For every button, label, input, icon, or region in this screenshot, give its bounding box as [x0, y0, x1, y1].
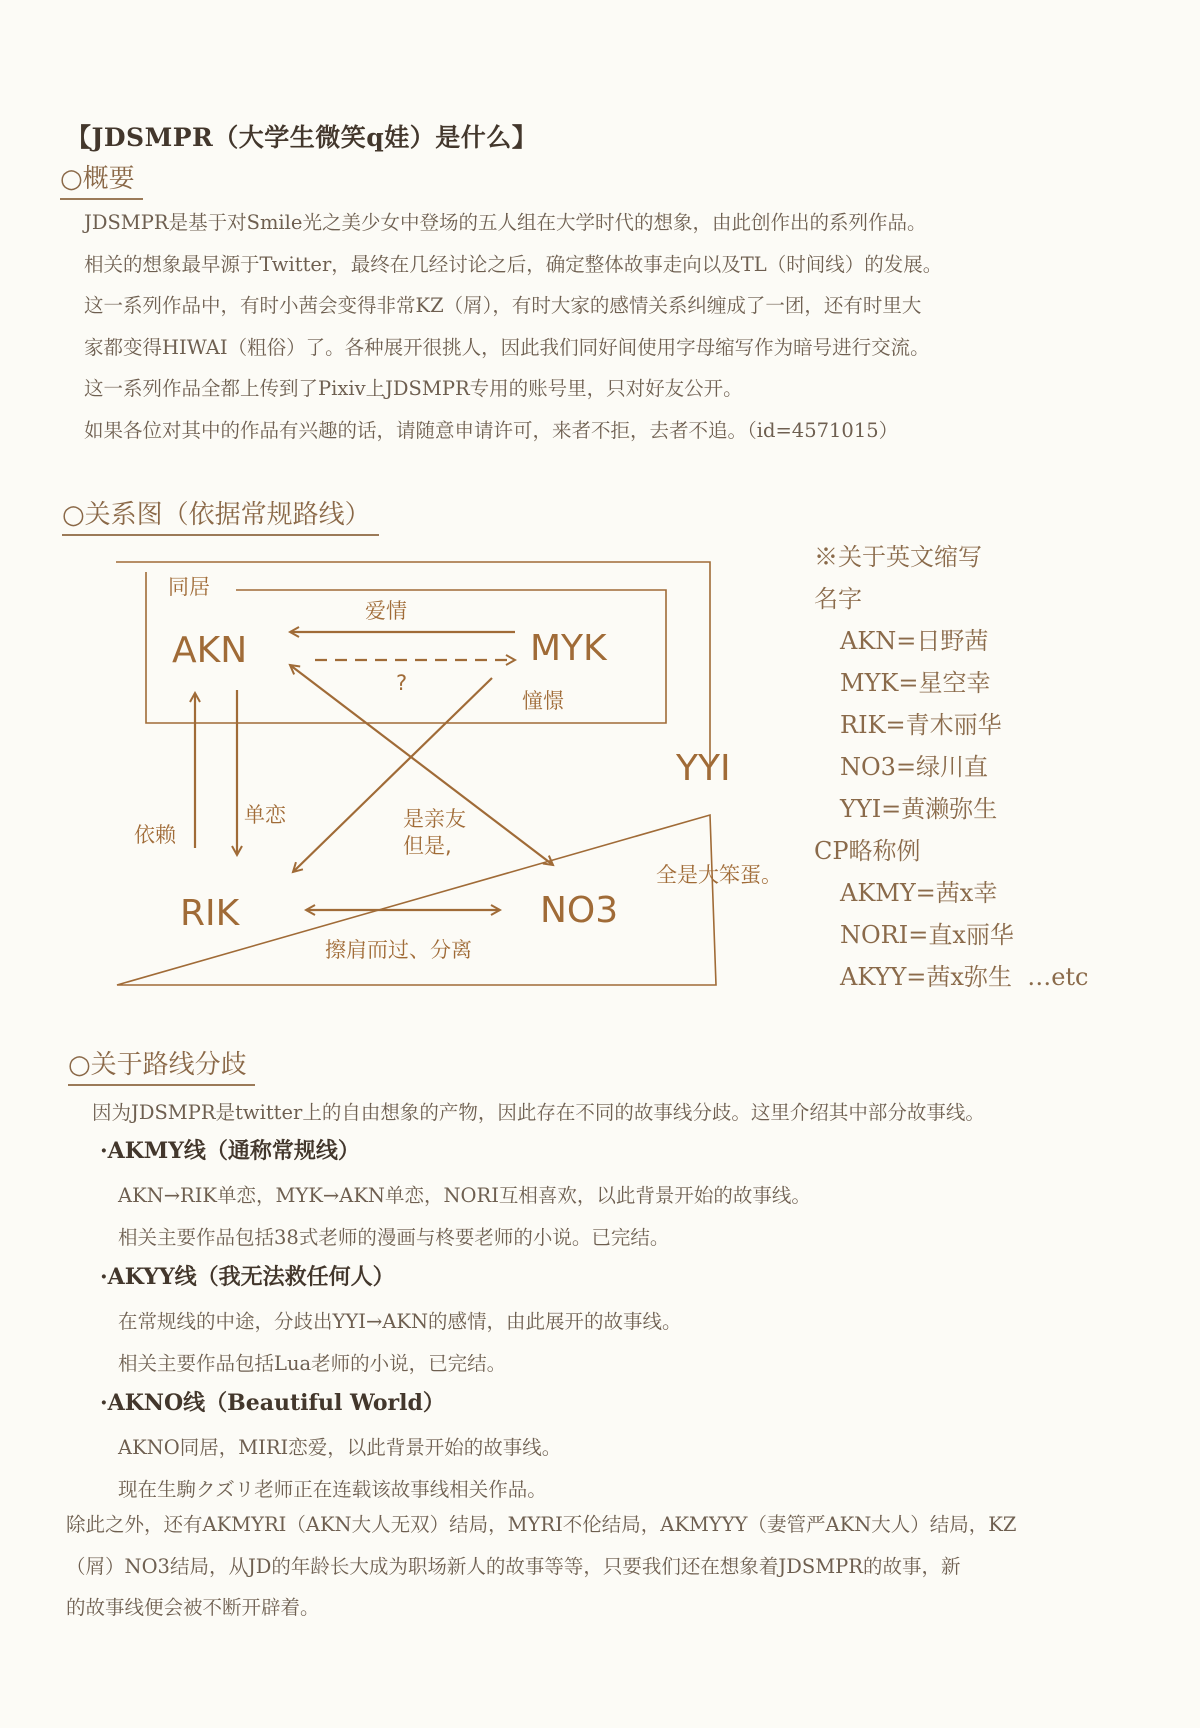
route-line: 相关主要作品包括38式老师的漫画与柊要老师的小说。已完结。: [118, 1225, 670, 1249]
route-title: ·AKYY线（我无法救任何人）: [100, 1264, 395, 1290]
overview-line: 这一系列作品全都上传到了Pixiv上JDSMPR专用的账号里，只对好友公开。: [84, 377, 743, 400]
unrequited-label: 单恋: [244, 803, 286, 827]
overview-line: JDSMPR是基于对Smile光之美少女中登场的五人组在大学时代的想象，由此创作出的系列作品。: [84, 211, 927, 234]
routes-intro: 因为JDSMPR是twitter上的自由想象的产物，因此存在不同的故事线分歧。这里介绍其中部分故事线。: [92, 1101, 985, 1124]
legend-heading: ※关于英文缩写: [814, 543, 982, 571]
legend-item: NORI=直x丽华: [840, 921, 1014, 949]
route-line: 现在生駒クズリ老师正在连载该故事线相关作品。: [118, 1477, 547, 1501]
route-line: AKNO同居，MIRI恋爱，以此背景开始的故事线。: [118, 1436, 562, 1459]
page-title: 【JDSMPR（大学生微笑q娃）是什么】: [66, 123, 538, 152]
legend-item: NO3=绿川直: [840, 753, 989, 781]
legend-item: YYI=黄濑弥生: [840, 795, 998, 823]
overview-heading: ○概要: [60, 162, 143, 200]
outro-line: （屑）NO3结局，从JD的年龄长大成为职场新人的故事等等，只要我们还在想象着JDSMPR的故事，新: [66, 1554, 961, 1578]
overview-line: 如果各位对其中的作品有兴趣的话，请随意申请许可，来者不拒，去者不追。（id=4571015）: [84, 418, 899, 442]
cohab-label: 同居: [168, 575, 210, 599]
legend-cp-heading: CP略称例: [814, 837, 921, 865]
myk-rik-arrow: [293, 678, 492, 872]
relation-heading: ○关系图（依据常规路线）: [62, 498, 379, 536]
overview-line: 这一系列作品中，有时小茜会变得非常KZ（屑），有时大家的感情关系纠缠成了一团，还有时里大: [84, 294, 922, 317]
route-title: ·AKMY线（通称常规线）: [100, 1138, 360, 1164]
route-list: [100, 1134, 811, 1510]
friend-label: 但是,: [403, 834, 452, 858]
legend-item: AKN=日野茜: [840, 627, 989, 655]
node-myk: MYK: [530, 628, 607, 669]
node-rik: RIK: [180, 893, 240, 934]
admire-label: 憧憬: [522, 689, 564, 713]
legend-item: RIK=青木丽华: [840, 711, 1002, 739]
legend-item: MYK=星空幸: [840, 669, 991, 697]
pass-label: 擦肩而过、分离: [325, 938, 472, 962]
node-no3: NO3: [540, 890, 619, 931]
friend-label: 是亲友: [403, 807, 466, 831]
route-title: ·AKNO线（Beautiful World）: [100, 1390, 445, 1416]
outro-line: 的故事线便会被不断开辟着。: [66, 1596, 320, 1619]
route-line: 相关主要作品包括Lua老师的小说，已完结。: [118, 1351, 507, 1375]
routes-heading: ○关于路线分歧: [68, 1048, 255, 1086]
outro-line: 除此之外，还有AKMYRI（AKN大人无双）结局，MYRI不伦结局，AKMYYY（妻管严AKN大人）结局，KZ: [66, 1513, 1017, 1536]
overview-line: 家都变得HIWAI（粗俗）了。各种展开很挑人，因此我们同好间使用字母缩写作为暗号进行交流。: [84, 335, 930, 359]
route-line: AKN→RIK单恋，MYK→AKN单恋，NORI互相喜欢，以此背景开始的故事线。: [118, 1184, 811, 1207]
question-label: ?: [396, 671, 408, 695]
legend-item: AKMY=茜x幸: [840, 879, 998, 907]
love-label: 爱情: [365, 599, 407, 623]
node-akn: AKN: [172, 630, 248, 671]
fools-label: 全是大笨蛋。: [656, 863, 782, 887]
legend-item: AKYY=茜x弥生 …etc: [840, 963, 1089, 991]
routes-outro: [66, 1504, 1016, 1629]
overview-line: 相关的想象最早源于Twitter，最终在几经讨论之后，确定整体故事走向以及TL（时间线）的发展。: [84, 252, 943, 276]
legend-names-heading: 名字: [814, 585, 862, 613]
node-yyi: YYI: [676, 748, 731, 789]
route-line: 在常规线的中途，分歧出YYI→AKN的感情，由此展开的故事线。: [118, 1310, 682, 1333]
depend-label: 依赖: [134, 823, 176, 847]
abbreviation-legend: [814, 536, 1089, 998]
